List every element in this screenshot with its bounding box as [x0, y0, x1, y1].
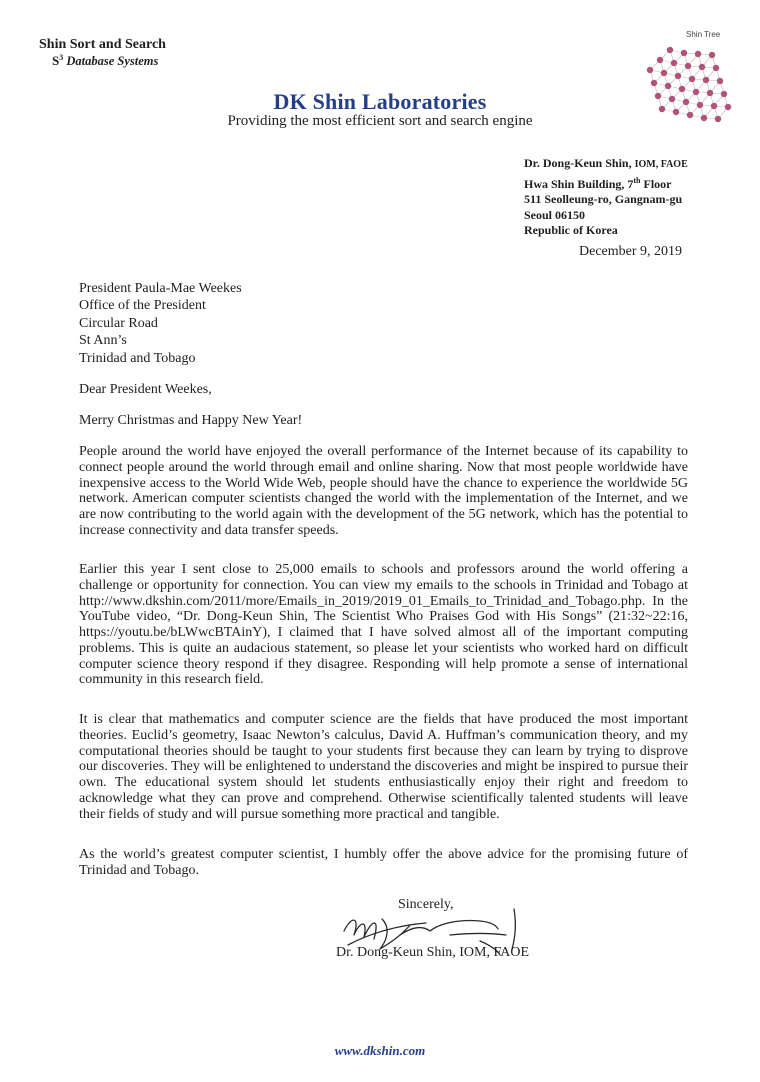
logo-dot	[693, 89, 699, 95]
logo-label: Shin Tree	[686, 30, 721, 39]
logo-dot	[695, 51, 701, 57]
brand-line2: Database Systems	[66, 54, 159, 69]
logo-dot	[725, 104, 731, 110]
logo-dot	[657, 57, 663, 63]
logo-dot	[709, 52, 715, 58]
brand-name: Shin Sort and Search	[39, 37, 166, 52]
body-paragraph-3: It is clear that mathematics and computer science are the fields that have produced the most important theories. Euclid’s geometry, Isaac Newton’s calculus, David A. Huffman’s communication theory, and my computational theories should be taught to your students first because they can learn by trying to disprove our discoveries. They will be enlightened to understand the discoveries and might be inspired to pursue their own. The educational system should let students enthusiastically enjoy their right and freedom to acknowledge what they can prove and comprehend. Otherwise scientifically talented students will leave their fields of study and will pursue something more practical and tangible.	[79, 712, 688, 822]
body-paragraph-1: People around the world have enjoyed the overall performance of the Internet because of its capability to connect people around the world through email and online sharing. Now that most people worldwide have inexpensive access to the World Wide Web, people should have the chance to experience the worldwide 5G network. American computer scientists changed the world with the implementation of the Internet, and we are now contributing to the world again with the development of the 5G network, which has the potential to increase connectivity and data transfer speeds.	[79, 444, 688, 538]
logo-dot	[665, 83, 671, 89]
logo-dot	[717, 78, 723, 84]
closing-sincerely: Sincerely,	[398, 897, 454, 912]
brand-subtitle	[52, 53, 158, 69]
logo-dot	[651, 80, 657, 86]
letterhead-title: DK Shin Laboratories	[273, 89, 487, 114]
footer-url: www.dkshin.com	[334, 1043, 426, 1058]
logo-dot	[683, 99, 689, 105]
sender-name-line	[524, 156, 688, 173]
logo-dot	[689, 76, 695, 82]
logo-dot	[675, 73, 681, 79]
recipient-line: St Ann’s	[79, 333, 127, 349]
salutation: Dear President Weekes,	[79, 382, 212, 397]
logo-dot	[685, 63, 691, 69]
logo-dot	[659, 106, 665, 112]
logo-dot	[687, 112, 693, 118]
logo-dot	[669, 96, 675, 102]
logo-dot	[673, 109, 679, 115]
recipient-line: Trinidad and Tobago	[79, 350, 196, 366]
logo-dot	[661, 70, 667, 76]
recipient-line: Office of the President	[79, 298, 206, 314]
logo-dot	[721, 91, 727, 97]
logo-dot	[697, 102, 703, 108]
logo-dot	[647, 67, 653, 73]
closing-name: Dr. Dong-Keun Shin, IOM, FAOE	[336, 945, 530, 960]
logo-dot	[703, 77, 709, 83]
logo-dot	[671, 60, 677, 66]
logo-dot	[701, 115, 707, 121]
greeting: Merry Christmas and Happy New Year!	[79, 413, 303, 428]
logo-dot	[655, 93, 661, 99]
logo-dot	[713, 65, 719, 71]
logo-dot	[681, 50, 687, 56]
logo-dot	[715, 116, 721, 122]
sender-address	[524, 156, 688, 239]
recipient-line: President Paula-Mae Weekes	[79, 281, 242, 296]
logo-dot	[679, 86, 685, 92]
sender-country: Republic of Korea	[524, 223, 618, 238]
sender-name: Dr. Dong-Keun Shin,	[524, 156, 635, 170]
logo-dot	[667, 47, 673, 53]
sender-building-text: Hwa Shin Building, 7	[524, 176, 634, 191]
recipient-address	[79, 280, 242, 367]
sender-street: 511 Seolleung-ro, Gangnam-gu	[524, 192, 683, 207]
body-paragraph-2: Earlier this year I sent close to 25,000 emails to schools and professors around the world offering a challenge or opportunity for connection. You can view my emails to the schools in Trinidad and Tobago at http://www.dkshin.com/2011/more/Emails_in_2019/2019_01_Emails_to_Trinidad_and_Tobago.php. In the YouTube video, “Dr. Dong-Keun Shin, The Scientist Who Praises God with His Songs” (21:32~22:16, https://youtu.be/bLWwcBTAinY), I claimed that I have solved almost all of the important computing problems. This is quite an audacious statement, so please let your scientists who worked hard on difficult computer science theory respond if they disagree. Responding will help promote a sense of international community in this research field.	[79, 562, 688, 688]
brand-s: S	[52, 53, 60, 69]
sender-honors: IOM, FAOE	[634, 159, 688, 170]
sender-city: Seoul 06150	[524, 207, 586, 222]
sender-building	[524, 173, 688, 193]
sender-building-sup: th	[633, 175, 641, 185]
brand-sup: 3	[59, 53, 64, 62]
shin-tree-logo-icon	[628, 30, 740, 126]
logo-dot	[711, 103, 717, 109]
logo-dot	[707, 90, 713, 96]
letterhead-tagline: Providing the most efficient sort and search engine	[227, 113, 533, 129]
sender-building-floor: Floor	[640, 176, 672, 191]
logo-dot	[699, 64, 705, 70]
recipient-line: Circular Road	[79, 315, 158, 331]
letter-date: December 9, 2019	[579, 244, 683, 259]
body-paragraph-4: As the world’s greatest computer scientist, I humbly offer the above advice for the promising future of Trinidad and Tobago.	[79, 847, 688, 878]
